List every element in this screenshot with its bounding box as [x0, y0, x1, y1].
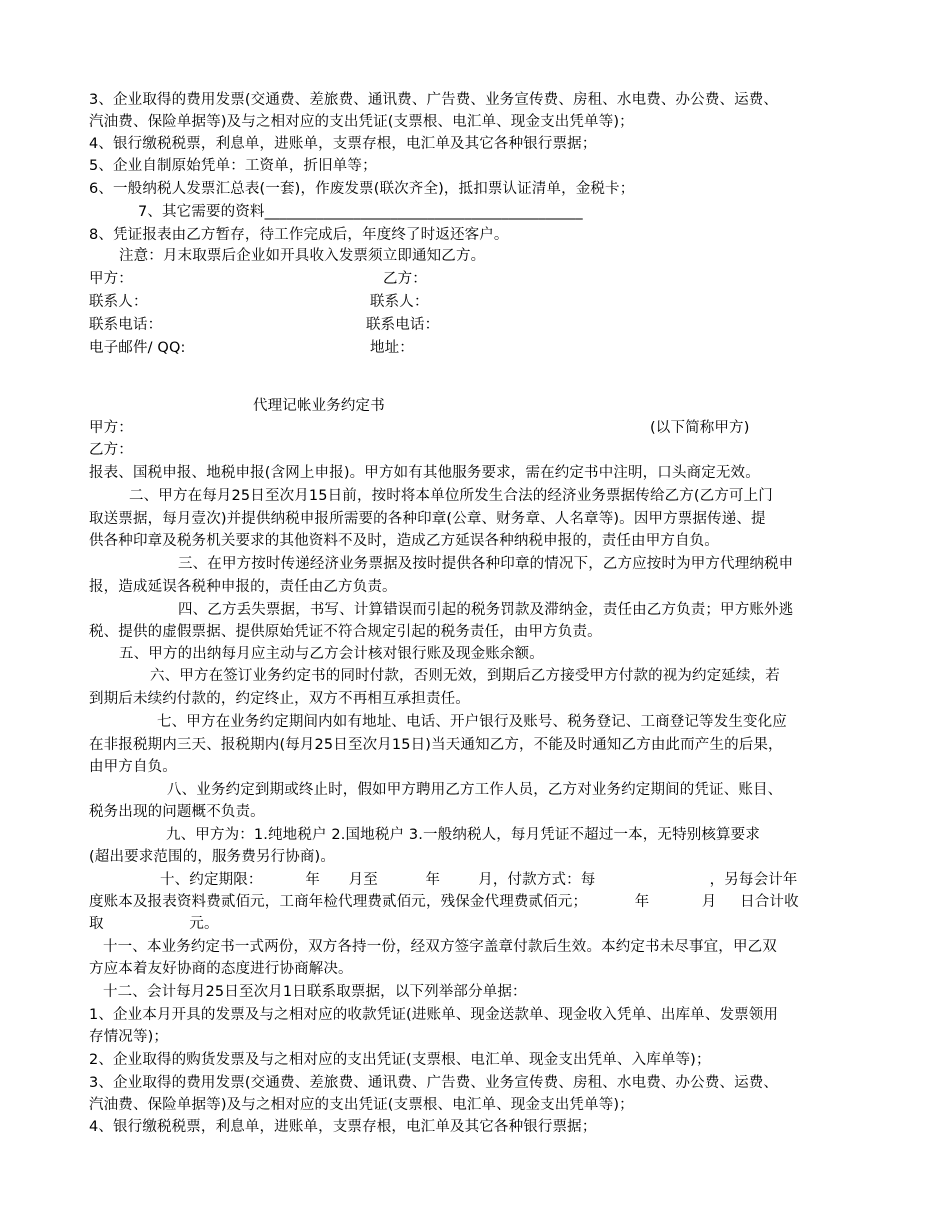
sign-contact-a-label: 联系人： — [89, 294, 148, 310]
paragraph: 到期后未续约付款的，约定终止，双方不再相互承担责任。 — [89, 691, 470, 707]
sign-address-label: 地址： — [370, 340, 414, 356]
paragraph: 五、甲方的出纳每月应主动与乙方会计核对银行账及现金账余额。 — [119, 646, 544, 662]
list-item: 汽油费、保险单据等)及与之相对应的支出凭证(支票根、电汇单、现金支出凭单等)； — [89, 114, 634, 130]
sign-email-label: 电子邮件/ QQ: — [89, 340, 186, 356]
party-a-label: 甲方： — [89, 420, 133, 436]
sign-phone-b-label: 联系电话： — [366, 317, 440, 333]
document-title: 代理记帐业务约定书 — [253, 398, 385, 414]
list-item: 4、银行缴税税票，利息单，进账单，支票存根，电汇单及其它各种银行票据； — [89, 1119, 597, 1135]
paragraph: 九、甲方为：1.纯地税户 2.国地税户 3.一般纳税人，每月凭证不超过一本，无特别核算要求 — [166, 827, 760, 843]
paragraph: 在非报税期内三天、报税期内(每月25日至次月15日)当天通知乙方，不能及时通知乙方由此而产生的后果， — [89, 737, 783, 753]
list-item: 3、企业取得的费用发票(交通费、差旅费、通讯费、广告费、业务宣传费、房租、水电费、办公费、运费、 — [89, 92, 779, 108]
paragraph: 取 元。 — [89, 916, 219, 932]
party-a-suffix: (以下简称甲方) — [650, 420, 750, 436]
paragraph: 六、甲方在签订业务约定书的同时付款，否则无效，到期后乙方接受甲方付款的视为约定延续，若 — [150, 668, 780, 684]
paragraph: 供各种印章及税务机关要求的其他资料不及时，造成乙方延误各种纳税申报的，责任由甲方自负。 — [89, 533, 719, 549]
paragraph: 七、甲方在业务约定期间内如有地址、电话、开户银行及账号、税务登记、工商登记等发生变化应 — [157, 714, 787, 730]
list-item: 7、其它需要的资料___________________________________________ — [138, 204, 583, 220]
sign-party-b-label: 乙方： — [383, 271, 427, 287]
paragraph: 十、约定期限： 年 月至 年 月，付款方式：每 ，另每会计年 — [160, 872, 798, 888]
sign-contact-b-label: 联系人： — [370, 294, 429, 310]
paragraph: 税务出现的问题概不负责。 — [89, 804, 265, 820]
paragraph: 方应本着友好协商的态度进行协商解决。 — [89, 961, 353, 977]
list-item: 1、企业本月开具的发票及与之相对应的收款凭证(进账单、现金送款单、现金收入凭单、出库单、发票领用 — [89, 1007, 779, 1023]
list-item: 5、企业自制原始凭单：工资单，折旧单等； — [89, 158, 377, 174]
paragraph: 报，造成延误各税种申报的，责任由乙方负责。 — [89, 579, 397, 595]
paragraph: 十一、本业务约定书一式两份，双方各持一份，经双方签字盖章付款后生效。本约定书未尽事宜，甲乙双 — [103, 939, 777, 955]
paragraph: 取送票据，每月壹次)并提供纳税申报所需要的各种印章(公章、财务章、人名章等)。因甲方票据传递、提 — [89, 511, 766, 527]
paragraph: 二、甲方在每月25日至次月15日前，按时将本单位所发生合法的经济业务票据传给乙方(乙方可上门 — [129, 488, 773, 504]
list-item: 2、企业取得的购货发票及与之相对应的支出凭证(支票根、电汇单、现金支出凭单、入库单等)； — [89, 1052, 711, 1068]
party-b-label: 乙方： — [89, 442, 133, 458]
sign-phone-a-label: 联系电话： — [89, 317, 163, 333]
paragraph: 由甲方自负。 — [89, 759, 177, 775]
list-item: 3、企业取得的费用发票(交通费、差旅费、通讯费、广告费、业务宣传费、房租、水电费、办公费、运费、 — [89, 1075, 779, 1091]
sign-party-a-label: 甲方： — [89, 271, 133, 287]
note-text: 注意：月末取票后企业如开具收入发票须立即通知乙方。 — [119, 248, 486, 264]
list-item: 汽油费、保险单据等)及与之相对应的支出凭证(支票根、电汇单、现金支出凭单等)； — [89, 1097, 634, 1113]
paragraph: 报表、国税申报、地税申报(含网上申报)。甲方如有其他服务要求，需在约定书中注明，口头商定无效。 — [89, 465, 760, 481]
paragraph: (超出要求范围的，服务费另行协商)。 — [89, 849, 336, 865]
paragraph: 八、业务约定到期或终止时，假如甲方聘用乙方工作人员，乙方对业务约定期间的凭证、账目、 — [167, 782, 783, 798]
list-item: 4、银行缴税税票，利息单，进账单，支票存根，电汇单及其它各种银行票据； — [89, 136, 597, 152]
paragraph: 三、在甲方按时传递经济业务票据及按时提供各种印章的情况下，乙方应按时为甲方代理纳税申 — [178, 556, 794, 572]
list-item: 6、一般纳税人发票汇总表(一套)，作废发票(联次齐全)，抵扣票认证清单，金税卡； — [89, 181, 635, 197]
paragraph: 税、提供的虚假票据、提供原始凭证不符合规定引起的税务责任，由甲方负责。 — [89, 624, 602, 640]
paragraph: 度账本及报表资料费贰佰元，工商年检代理费贰佰元，残保金代理费贰佰元； 年 月 日合计收 — [89, 894, 799, 910]
paragraph: 十二、会计每月25日至次月1日联系取票据，以下列举部分单据： — [103, 984, 527, 1000]
list-item: 8、凭证报表由乙方暂存，待工作完成后，年度终了时返还客户。 — [89, 227, 509, 243]
paragraph: 四、乙方丢失票据，书写、计算错误而引起的税务罚款及滞纳金，责任由乙方负责；甲方账外逃 — [178, 602, 794, 618]
list-item: 存情况等)； — [89, 1029, 169, 1045]
